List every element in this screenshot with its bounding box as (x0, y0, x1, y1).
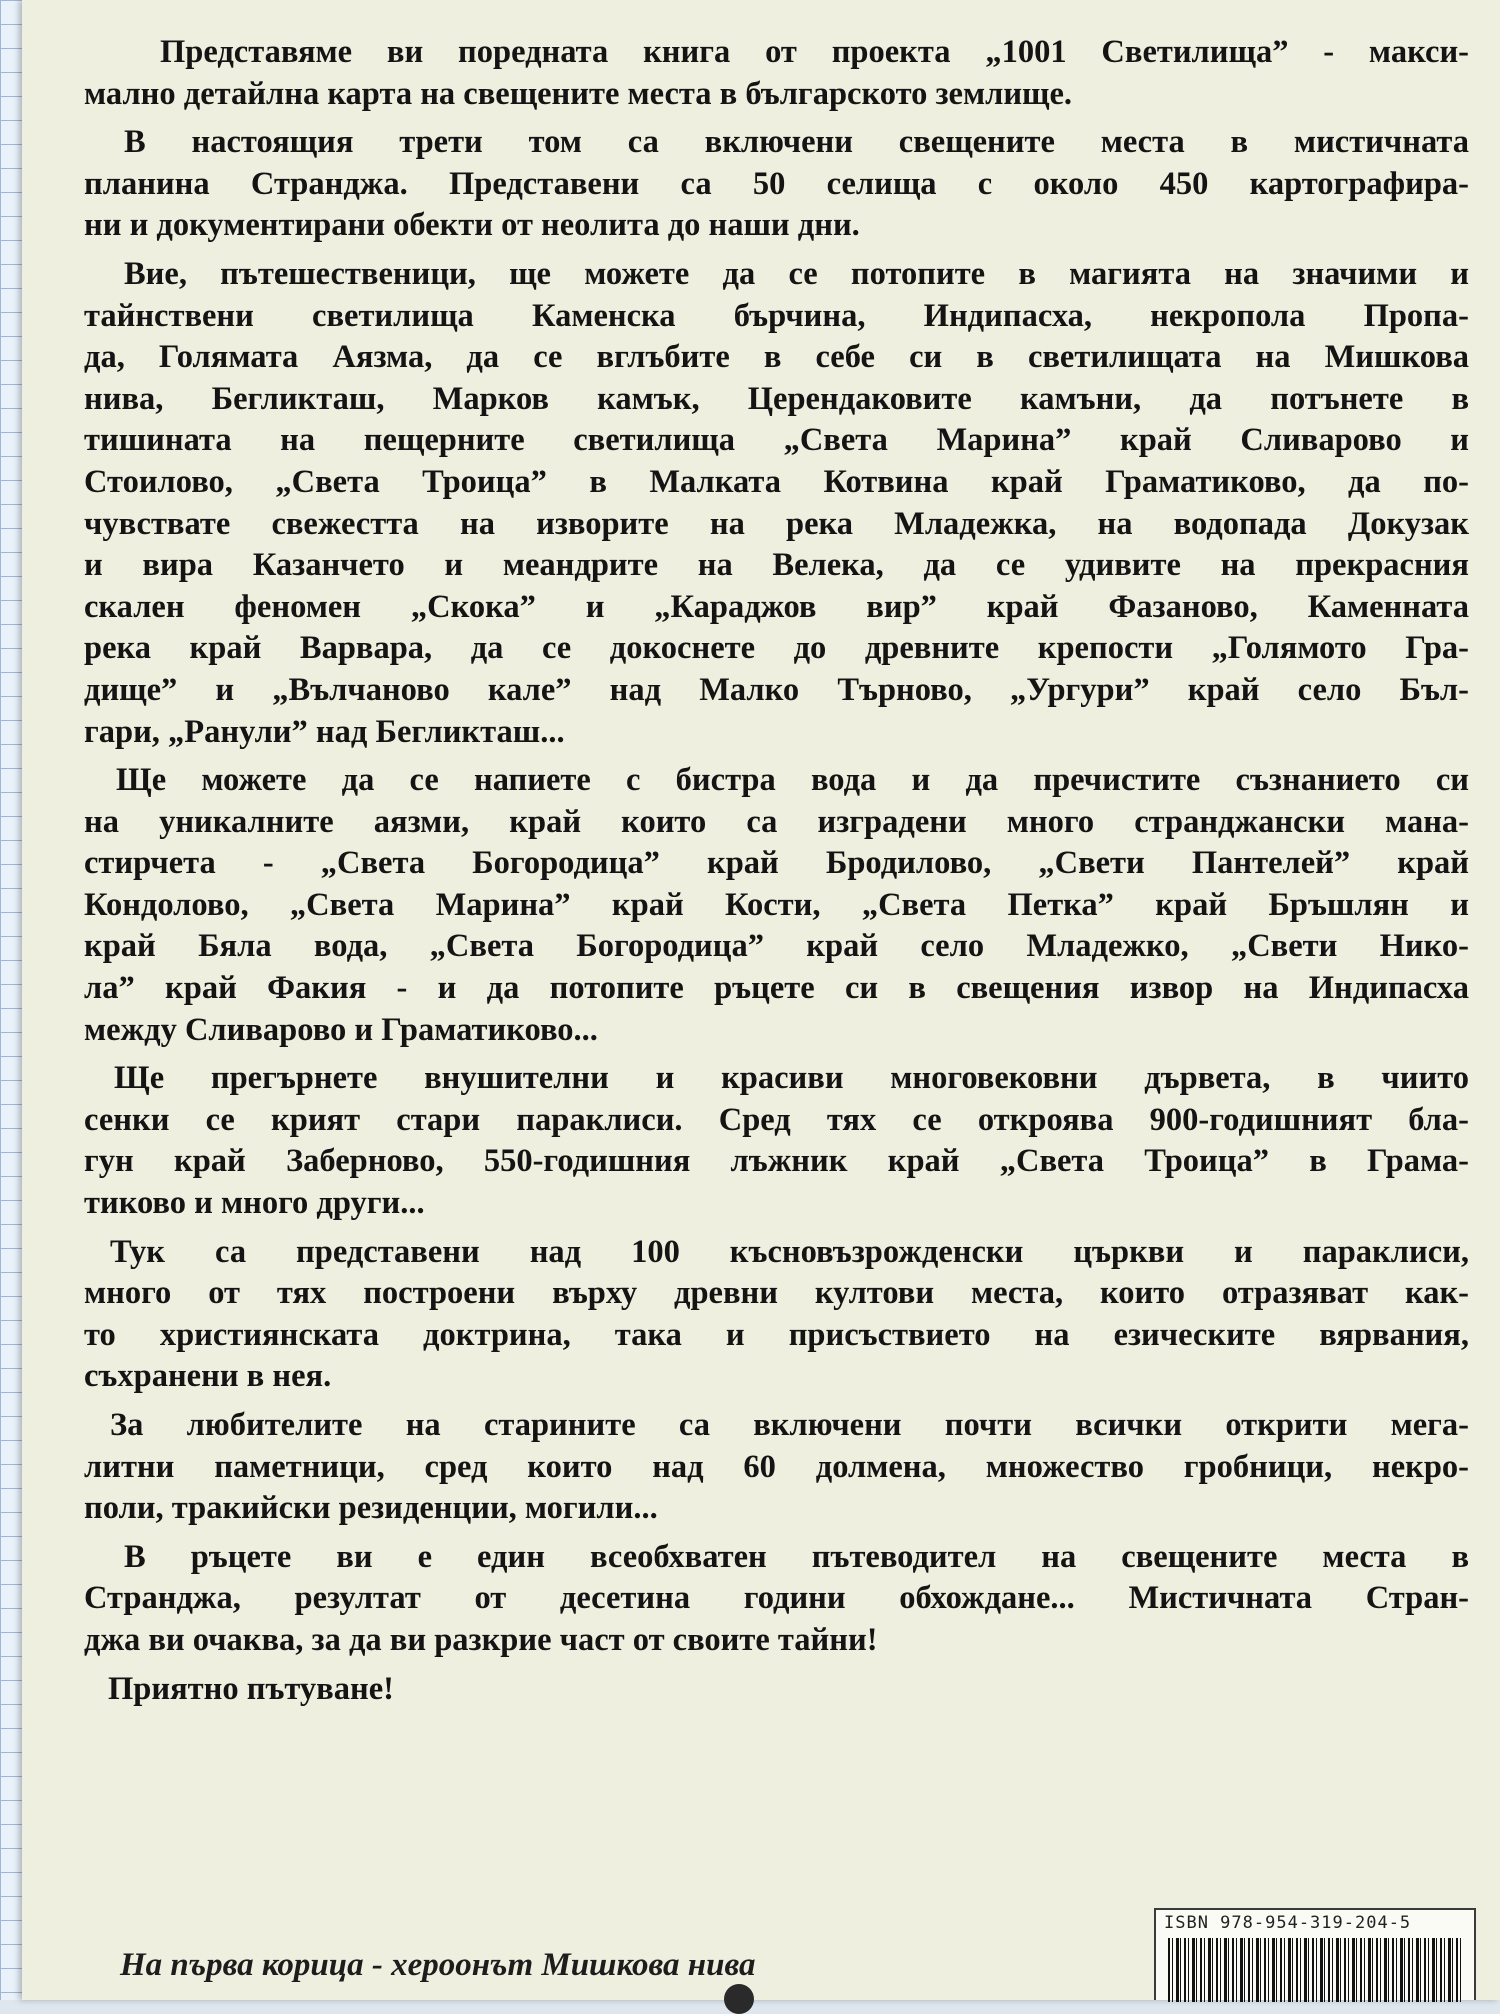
text-line: дище” и „Вълчаново кале” над Малко Търново, „Ургури” край село Бъл- (84, 671, 1469, 708)
paragraph-volume (84, 122, 1469, 247)
text-line: сенки се крият стари параклиси. Сред тях се откроява 900-годишният бла- (84, 1101, 1469, 1138)
text-line: то християнската доктрина, така и присъствието на езическите вярвания, (84, 1316, 1469, 1353)
text-line: на уникалните аязми, край които са изградени много странджански мана- (84, 803, 1469, 840)
text-line: край Бяла вода, „Света Богородица” край село Младежко, „Свети Нико- (84, 928, 1469, 965)
text-line: Ще прегърнете внушителни и красиви многовековни дървета, в чиито (114, 1060, 1469, 1097)
paragraph-springs (84, 760, 1469, 1051)
text-line: Кондолово, „Света Марина” край Кости, „Света Петка” край Бръшлян и (84, 886, 1469, 923)
text-line: съхранени в нея. (84, 1358, 332, 1395)
text-line: гари, „Ранули” над Бегликташ... (84, 713, 565, 750)
paragraph-travelers (84, 254, 1469, 753)
text-line: между Сливарово и Граматиково... (84, 1011, 598, 1048)
text-line: тишината на пещерните светилища „Света Марина” край Сливарово и (84, 422, 1469, 459)
paragraph-intro (84, 32, 1469, 115)
text-line: планина Странджа. Представени са 50 селища с около 450 картографира- (84, 165, 1469, 202)
text-line: Вие, пътешественици, ще можете да се потопите в магията на значими и (124, 255, 1469, 292)
text-line: стирчета - „Света Богородица” край Бродилово, „Свети Пантелей” край (84, 845, 1469, 882)
text-line: река край Варвара, да се докоснете до древните крепости „Голямото Гра- (84, 630, 1469, 667)
text-line: много от тях построени върху древни култови места, които отразяват как- (84, 1275, 1469, 1312)
text-line: скален феномен „Скока” и „Караджов вир” край Фазаново, Каменната (84, 588, 1469, 625)
text-line: В настоящия трети том са включени свещените места в мистичната (124, 124, 1469, 161)
text-line: джа ви очаква, за да ви разкрие част от своите тайни! (84, 1621, 878, 1658)
publisher-logo-icon (724, 1984, 754, 2014)
text-line: чувствате свежестта на изворите на река Младежка, на водопада Докузак (84, 505, 1469, 542)
text-line: Стоилово, „Света Троица” в Малката Котвина край Граматиково, да по- (84, 463, 1469, 500)
text-line: и вира Казанчето и меандрите на Велека, да се удивите на прекрасния (84, 547, 1469, 584)
text-line: литни паметници, сред които над 60 долмена, множество гробници, некро- (84, 1448, 1469, 1485)
text-line: гун край Заберново, 550-годишния лъжник край „Света Троица” в Грама- (84, 1143, 1469, 1180)
text-line: да, Голямата Аязма, да се вглъбите в себе си в светилищата на Мишкова (84, 339, 1469, 376)
text-line: Тук са представени над 100 късновъзрожденски църкви и параклиси, (110, 1233, 1469, 1270)
closing-greeting: Приятно пътуване! (108, 1670, 394, 1707)
paragraph-churches (84, 1232, 1469, 1398)
text-line: ни и документирани обекти от неолита до наши дни. (84, 207, 860, 244)
text-line: мално детайлна карта на свещените места в българското землище. (84, 75, 1073, 112)
paragraph-guide (84, 1537, 1469, 1662)
description-text (84, 32, 1469, 1710)
text-line: Странджа, резултат от десетина години обхождане... Мистичната Стран- (84, 1580, 1469, 1617)
text-line: За любителите на старините са включени почти всички открити мега- (110, 1407, 1469, 1443)
paragraph-megaliths (84, 1405, 1469, 1530)
text-line: Представяме ви поредната книга от проекта „1001 Светилища” - макси- (160, 34, 1469, 70)
text-line: нива, Бегликташ, Марков камък, Церендаковите камъни, да потънете в (84, 380, 1469, 417)
text-line: В ръцете ви е един всеобхватен пътеводител на свещените места в (124, 1538, 1469, 1575)
text-line: Ще можете да се напиете с бистра вода и да пречистите съзнанието си (116, 762, 1469, 799)
text-line: тайнствени светилища Каменска бърчина, Индипасха, некропола Пропа- (84, 297, 1469, 334)
barcode-icon (1168, 1938, 1464, 2002)
text-line: ла” край Факия - и да потопите ръцете си в свещения извор на Индипасха (84, 970, 1469, 1007)
text-line: тиково и много други... (84, 1185, 425, 1222)
isbn-barcode-sticker (1154, 1908, 1476, 2000)
back-cover-page (22, 0, 1500, 2000)
paragraph-trees (84, 1058, 1469, 1224)
cover-caption: На първа корица - хероонът Мишкова нива (120, 1947, 756, 1983)
isbn-number: ISBN 978-954-319-204-5 (1164, 1913, 1412, 1933)
text-line: поли, тракийски резиденции, могили... (84, 1490, 658, 1527)
